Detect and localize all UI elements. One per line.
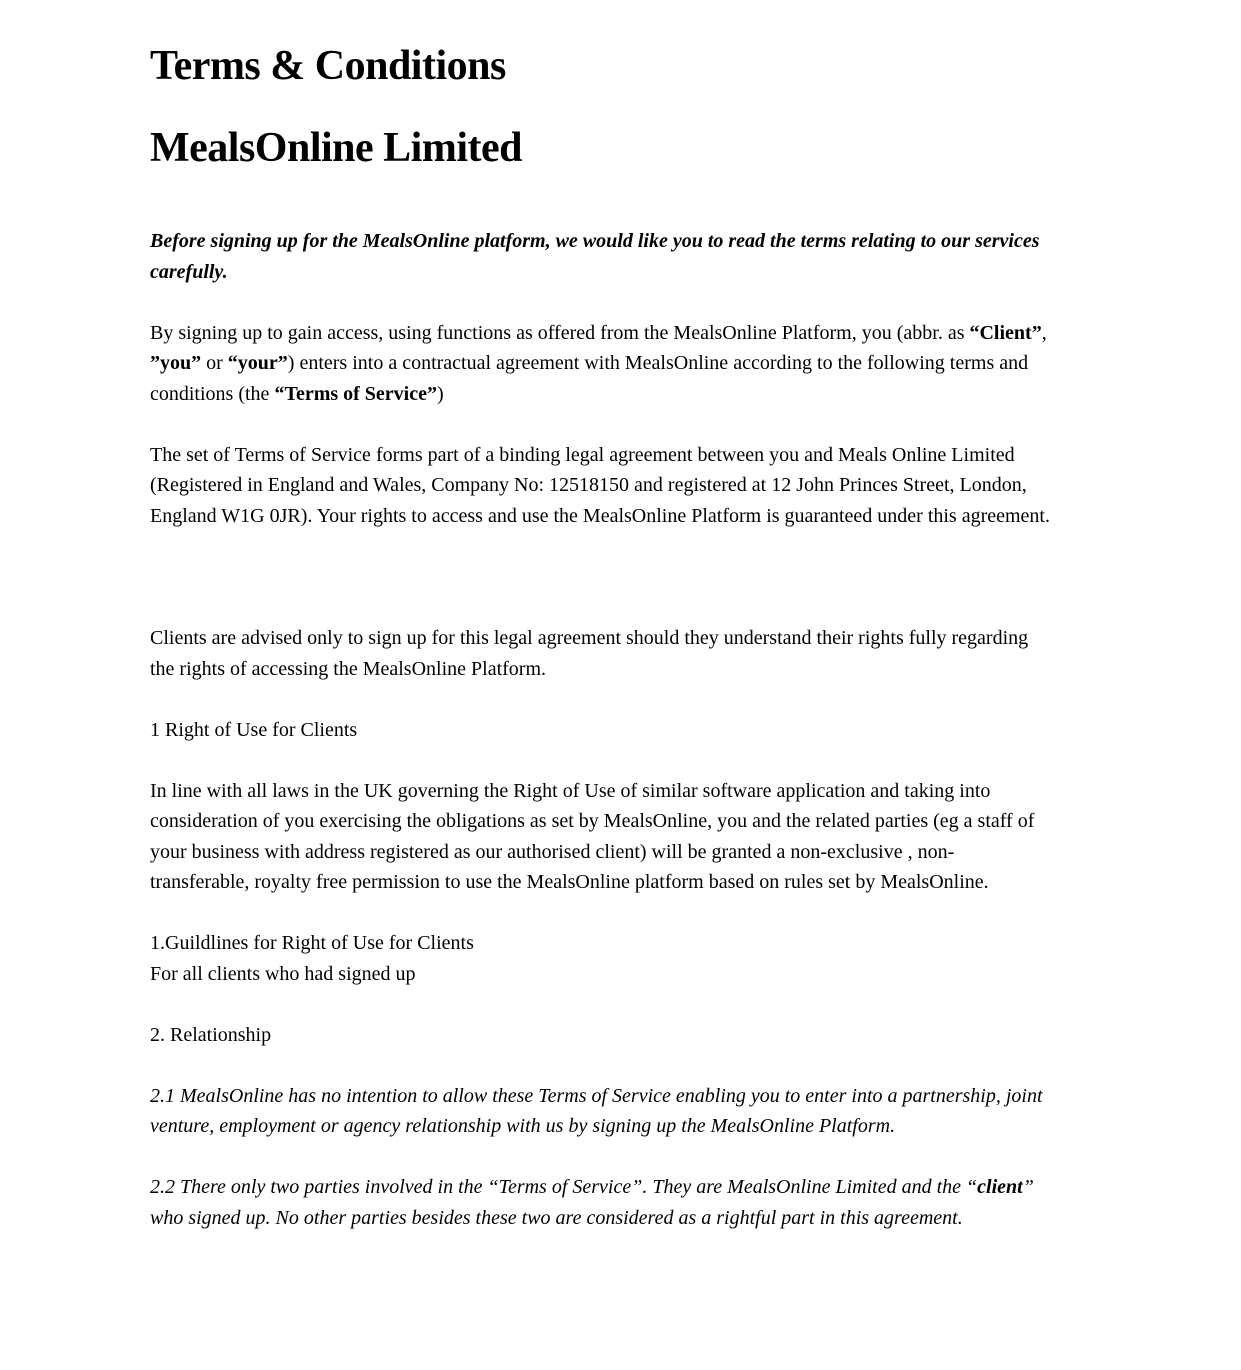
advice-paragraph: Clients are advised only to sign up for this legal agreement should they understand their rights fully regarding the rights of accessing the MealsOnline Platform. [150, 627, 1029, 680]
text-run: ) [437, 382, 444, 405]
guidelines-line-2: For all clients who had signed up [150, 962, 416, 985]
document-title: Terms & Conditions [150, 43, 506, 89]
term-you: ”you” [150, 352, 202, 374]
term-your: “your” [227, 352, 288, 374]
intro-paragraph: Before signing up for the MealsOnline platform, we would like you to read the terms relating to our services carefully. [150, 230, 1040, 283]
text-run: ) enters into a contractual agreement with MealsOnline according to the following terms and conditions (the [150, 352, 1029, 405]
text-run: 2.2 There only two parties involved in the “Terms of Service”. They are MealsOnline Limited and the “ [150, 1176, 978, 1198]
license-paragraph: In line with all laws in the UK governing the Right of Use of similar software application and taking into consideration of you exercising the obligations as set by MealsOnline, you and the related parties (eg a staff of your business with address registered as our authorised client) will be granted a non-exclusive , non-transferable, royalty free permission to use the MealsOnline platform based on rules set by MealsOnline. [150, 779, 1035, 893]
signup-paragraph [150, 318, 1050, 410]
heading-right-of-use: 1 Right of Use for Clients [150, 718, 358, 741]
text-run: or [201, 352, 228, 374]
guidelines-line-1: 1.Guildlines for Right of Use for Clients [150, 932, 474, 954]
legal-agreement-paragraph: The set of Terms of Service forms part of a binding legal agreement between you and Meals Online Limited (Registered in England and Wales, Company No: 12518150 and registered at 12 John Princes Street, London, England W1G 0JR). Your rights to access and use the MealsOnline Platform is guaranteed under this agreement. [150, 443, 1050, 527]
term-terms-of-service: “Terms of Service” [274, 382, 437, 405]
heading-relationship: 2. Relationship [150, 1023, 272, 1046]
text-run: ” who signed up. No other parties besides these two are considered as a rightful part in this agreement. [150, 1176, 1034, 1229]
document-subtitle: MealsOnline Limited [150, 125, 522, 171]
text-run: , [1041, 321, 1047, 344]
clause-2-1-paragraph: 2.1 MealsOnline has no intention to allow these Terms of Service enabling you to enter into a partnership, joint venture, employment or agency relationship with us by signing up the MealsOnline Platform. [150, 1084, 1043, 1137]
clause-2-2-paragraph [150, 1172, 1050, 1233]
term-client-lowercase: client [977, 1176, 1023, 1198]
term-client: “Client” [969, 321, 1042, 344]
text-run: By signing up to gain access, using functions as offered from the MealsOnline Platform, you (abbr. as [150, 321, 970, 344]
guidelines-paragraph [150, 928, 1050, 989]
